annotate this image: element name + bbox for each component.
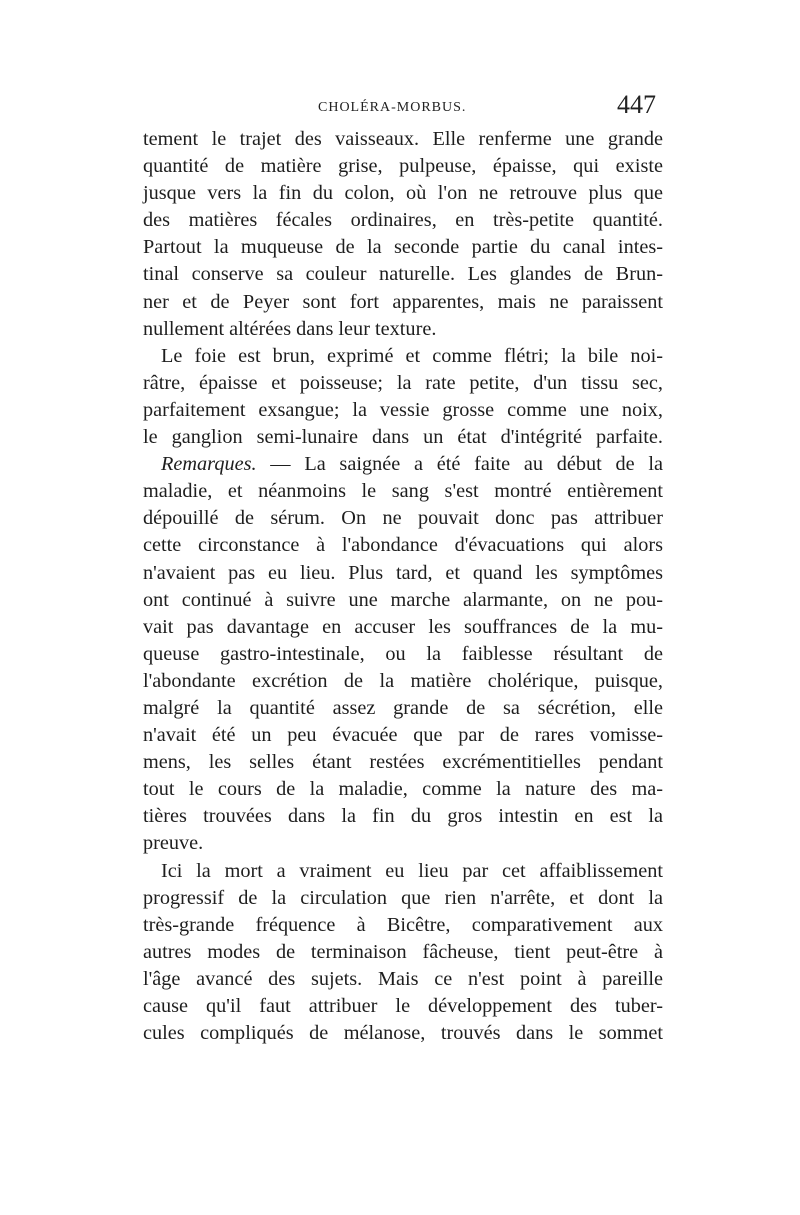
text-line: tières trouvées dans la fin du gros intestin en est la xyxy=(143,805,663,828)
text-line: progressif de la circulation que rien n'arrête, et dont la xyxy=(143,886,663,909)
text-line: parfaitement exsangue; la vessie grosse comme une noix, xyxy=(143,398,663,421)
text-line: l'âge avancé des sujets. Mais ce n'est point à pareille xyxy=(143,967,663,990)
text-line: très-grande fréquence à Bicêtre, comparativement aux xyxy=(143,913,663,936)
text-line: l'abondante excrétion de la matière cholérique, puisque, xyxy=(143,669,663,692)
text-line: malgré la quantité assez grande de sa sécrétion, elle xyxy=(143,696,663,719)
text-line: cules compliqués de mélanose, trouvés dans le sommet xyxy=(143,1022,663,1045)
text-line-remarques xyxy=(143,451,663,478)
text-line: nullement altérées dans leur texture. xyxy=(143,317,437,340)
text-line: tout le cours de la maladie, comme la nature des ma- xyxy=(143,778,663,801)
text-line: autres modes de terminaison fâcheuse, tient peut-être à xyxy=(143,940,663,963)
text-line: tement le trajet des vaisseaux. Elle renferme une grande xyxy=(143,128,663,150)
text-line: cette circonstance à l'abondance d'évacuations qui alors xyxy=(143,534,663,557)
text-line: ont continué à suivre une marche alarmante, on ne pou- xyxy=(143,588,663,611)
text-line: vait pas davantage en accuser les souffrances de la mu- xyxy=(143,615,663,638)
text-line: n'avait été un peu évacuée que par de rares vomisse- xyxy=(143,724,663,747)
text-line: queuse gastro-intestinale, ou la faiblesse résultant de xyxy=(143,642,663,665)
remarques-text: — La saignée a été faite au début de la xyxy=(256,453,663,476)
page-number: 447 xyxy=(617,90,656,119)
text-line: ner et de Peyer sont fort apparentes, mais ne paraissent xyxy=(143,290,663,313)
text-line: mens, les selles étant restées excrémentitielles pendant xyxy=(143,751,663,774)
text-line: dépouillé de sérum. On ne pouvait donc pas attribuer xyxy=(143,507,663,530)
text-line: preuve. xyxy=(143,832,204,855)
text-line: Le foie est brun, exprimé et comme flétri; la bile noi- xyxy=(161,344,663,367)
text-line: cause qu'il faut attribuer le développement des tuber- xyxy=(143,995,663,1017)
remarques-heading: Remarques. xyxy=(161,453,257,476)
text-line: maladie, et néanmoins le sang s'est montré entièrement xyxy=(143,480,663,503)
running-title: CHOLÉRA-MORBUS. xyxy=(318,100,467,115)
text-line: quantité de matière grise, pulpeuse, épaisse, qui existe xyxy=(143,155,663,178)
text-line: Partout la muqueuse de la seconde partie du canal intes- xyxy=(143,236,663,259)
text-line: le ganglion semi-lunaire dans un état d'intégrité parfaite. xyxy=(143,426,663,449)
body-text xyxy=(143,126,663,1047)
text-line: Ici la mort a vraiment eu lieu par cet affaiblissement xyxy=(161,859,663,882)
text-line: jusque vers la fin du colon, où l'on ne retrouve plus que xyxy=(143,182,663,205)
text-line: râtre, épaisse et poisseuse; la rate petite, d'un tissu sec, xyxy=(143,371,663,394)
text-line: n'avaient pas eu lieu. Plus tard, et quand les symptômes xyxy=(143,561,663,584)
text-line: tinal conserve sa couleur naturelle. Les glandes de Brun- xyxy=(143,263,663,286)
text-line: des matières fécales ordinaires, en très-petite quantité. xyxy=(143,209,663,232)
